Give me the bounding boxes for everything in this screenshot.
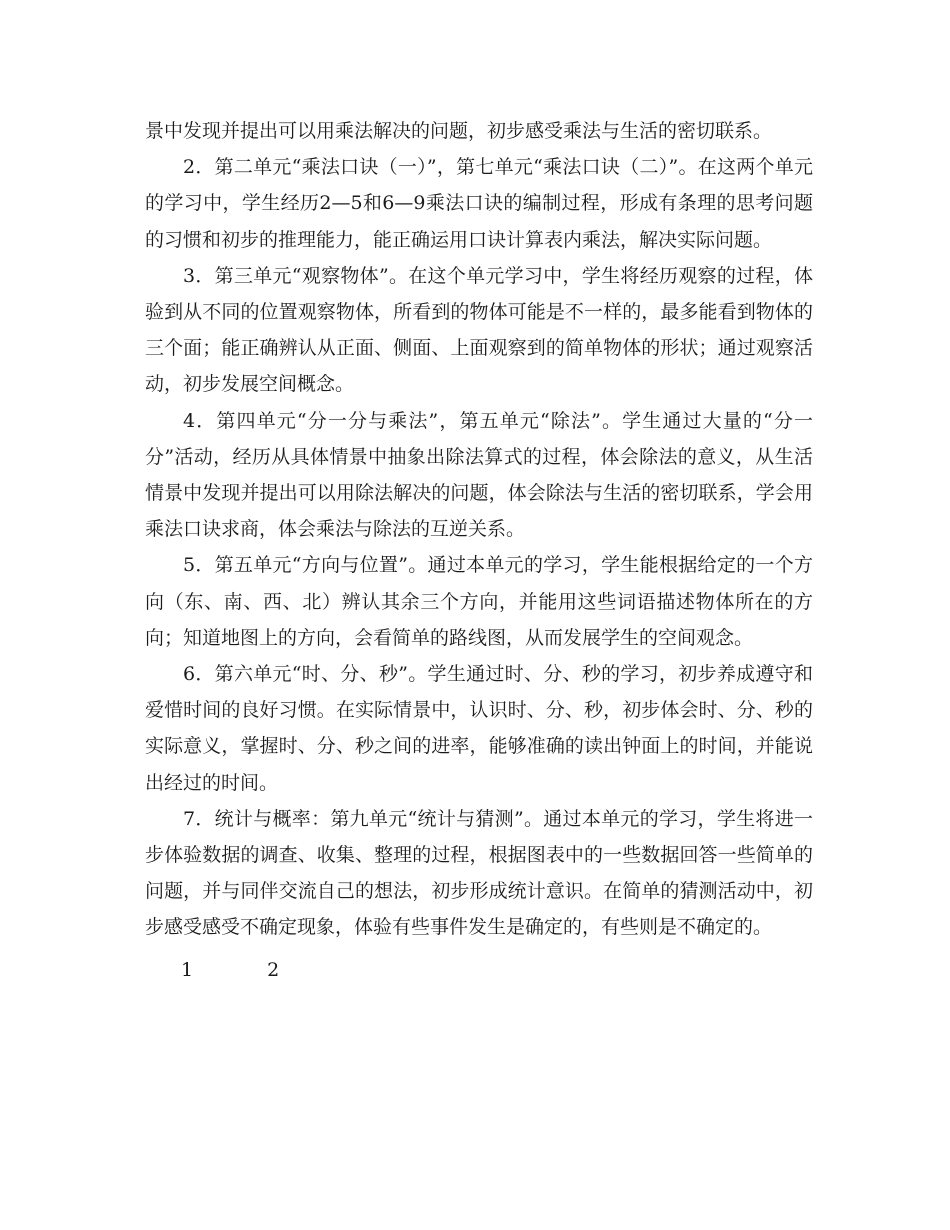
paragraph-item-5: 5．第五单元“方向与位置”。通过本单元的学习，学生能根据给定的一个方向（东、南、西、北）辨认其余三个方向，并能用这些词语描述物体所在的方向；知道地图上的方向，会看简单的路线图，从而发展学生的空间观念。 [145, 554, 813, 649]
paragraph-continuation: 景中发现并提出可以用乘法解决的问题，初步感受乘法与生活的密切联系。 [145, 120, 773, 142]
paragraph-item-7: 7．统计与概率：第九单元“统计与猜测”。通过本单元的学习，学生将进一步体验数据的调查、收集、整理的过程，根据图表中的一些数据回答一些简单的问题，并与同伴交流自己的想法，初步形成统计意识。在简单的猜测活动中，初步感受感受不确定现象，体验有些事件发生是确定的，有些则是不确定的。 [145, 807, 813, 939]
page-numbers [181, 955, 279, 985]
paragraph-item-4: 4．第四单元“分一分与乘法”，第五单元“除法”。学生通过大量的“分一分”活动，经历从具体情景中抽象出除法算式的过程，体会除法的意义，从生活情景中发现并提出可以用除法解决的问题，体会除法与生活的密切联系，学会用乘法口诀求商，体会乘法与除法的互逆关系。 [145, 409, 813, 541]
page-number-1: 1 [181, 959, 194, 981]
paragraph-item-3: 3．第三单元“观察物体”。在这个单元学习中，学生将经历观察的过程，体验到从不同的位置观察物体，所看到的物体可能是不一样的，最多能看到物体的三个面；能正确辨认从正面、侧面、上面观察到的简单物体的形状；通过观察活动，初步发展空间概念。 [145, 264, 813, 396]
paragraph-item-6: 6．第六单元“时、分、秒”。学生通过时、分、秒的学习，初步养成遵守和爱惜时间的良好习惯。在实际情景中，认识时、分、秒，初步体会时、分、秒的实际意义，掌握时、分、秒之间的进率，能够准确的读出钟面上的时间，并能说出经过的时间。 [145, 663, 813, 794]
page-number-2: 2 [267, 959, 280, 981]
paragraph-item-2: 2．第二单元“乘法口诀（一）”，第七单元“乘法口诀（二）”。在这两个单元的学习中，学生经历2—5和6—9乘法口诀的编制过程，形成有条理的思考问题的习惯和初步的推理能力，能正确运用口诀计算表内乘法，解决实际问题。 [145, 156, 813, 251]
document-body [145, 113, 813, 946]
